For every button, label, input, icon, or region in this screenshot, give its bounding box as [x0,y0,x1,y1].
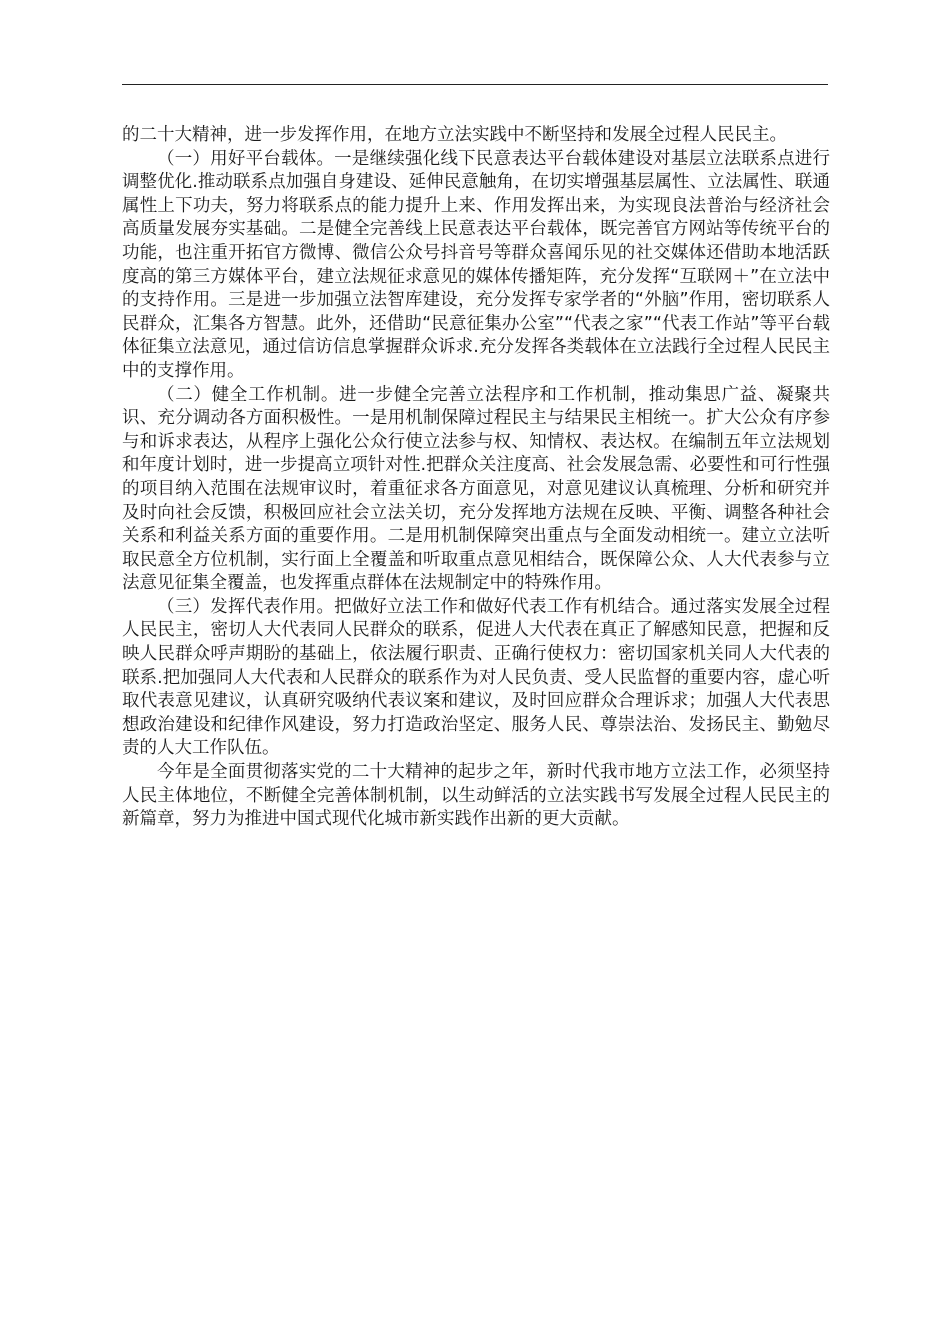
header-rule [122,84,828,85]
paragraph-conclusion: 今年是全面贯彻落实党的二十大精神的起步之年，新时代我市地方立法工作，必须坚持人民主体地位，不断健全完善体制机制，以生动鲜活的立法实践书写发展全过程人民民主的新篇章，努力为推进中国式现代化城市新实践作出新的更大贡献。 [122,762,830,830]
paragraph-work-mechanisms: （二）健全工作机制。进一步健全完善立法程序和工作机制，推动集思广益、凝聚共识、充分调动各方面积极性。一是用机制保障过程民主与结果民主相统一。扩大公众有序参与和诉求表达，从程序上强化公众行使立法参与权、知情权、表达权。在编制五年立法规划和年度计划时，进一步提高立项针对性.把群众关注度高、社会发展急需、必要性和可行性强的项目纳入范围在法规审议时，着重征求各方面意见，对意见建议认真梳理、分析和研究并及时向社会反馈，积极回应社会立法关切，充分发挥地方法规在反映、平衡、调整各种社会关系和利益关系方面的重要作用。二是用机制保障突出重点与全面发动相统一。建立立法听取民意全方位机制，实行面上全覆盖和听取重点意见相结合，既保障公众、人大代表参与立法意见征集全覆盖，也发挥重点群体在法规制定中的特殊作用。 [122,384,830,594]
paragraph-platform-carriers: （一）用好平台载体。一是继续强化线下民意表达平台载体建设对基层立法联系点进行调整优化.推动联系点加强自身建设、延伸民意触角，在切实增强基层属性、立法属性、联通属性上下功夫，努力将联系点的能力提升上来、作用发挥出来，为实现良法普治与经济社会高质量发展夯实基础。二是健全完善线上民意表达平台载体，既完善官方网站等传统平台的功能，也注重开拓官方微博、微信公众号抖音号等群众喜闻乐见的社交媒体还借助本地活跃度高的第三方媒体平台，建立法规征求意见的媒体传播矩阵，充分发挥“互联网＋”在立法中的支持作用。三是进一步加强立法智库建设，充分发挥专家学者的“外脑”作用，密切联系人民群众，汇集各方智慧。此外，还借助“民意征集办公室”“代表之家”“代表工作站”等平台载体征集立法意见，通过信访信息掌握群众诉求.充分发挥各类载体在立法践行全过程人民民主中的支撑作用。 [122,148,830,381]
body-text [122,124,830,832]
paragraph-deputies-role: （三）发挥代表作用。把做好立法工作和做好代表工作有机结合。通过落实发展全过程人民民主，密切人大代表同人民群众的联系，促进人大代表在真正了解感知民意，把握和反映人民群众呼声期盼的基础上，依法履行职责、正确行使权力：密切国家机关同人大代表的联系.把加强同人大代表和人民群众的联系作为对人民负责、受人民监督的重要内容，虚心听取代表意见建议，认真研究吸纳代表议案和建议，及时回应群众合理诉求；加强人大代表思想政治建设和纪律作风建设，努力打造政治坚定、服务人民、尊崇法治、发扬民主、勤勉尽责的人大工作队伍。 [122,596,830,759]
paragraph-continuation: 的二十大精神，进一步发挥作用，在地方立法实践中不断坚持和发展全过程人民民主。 [122,125,787,145]
